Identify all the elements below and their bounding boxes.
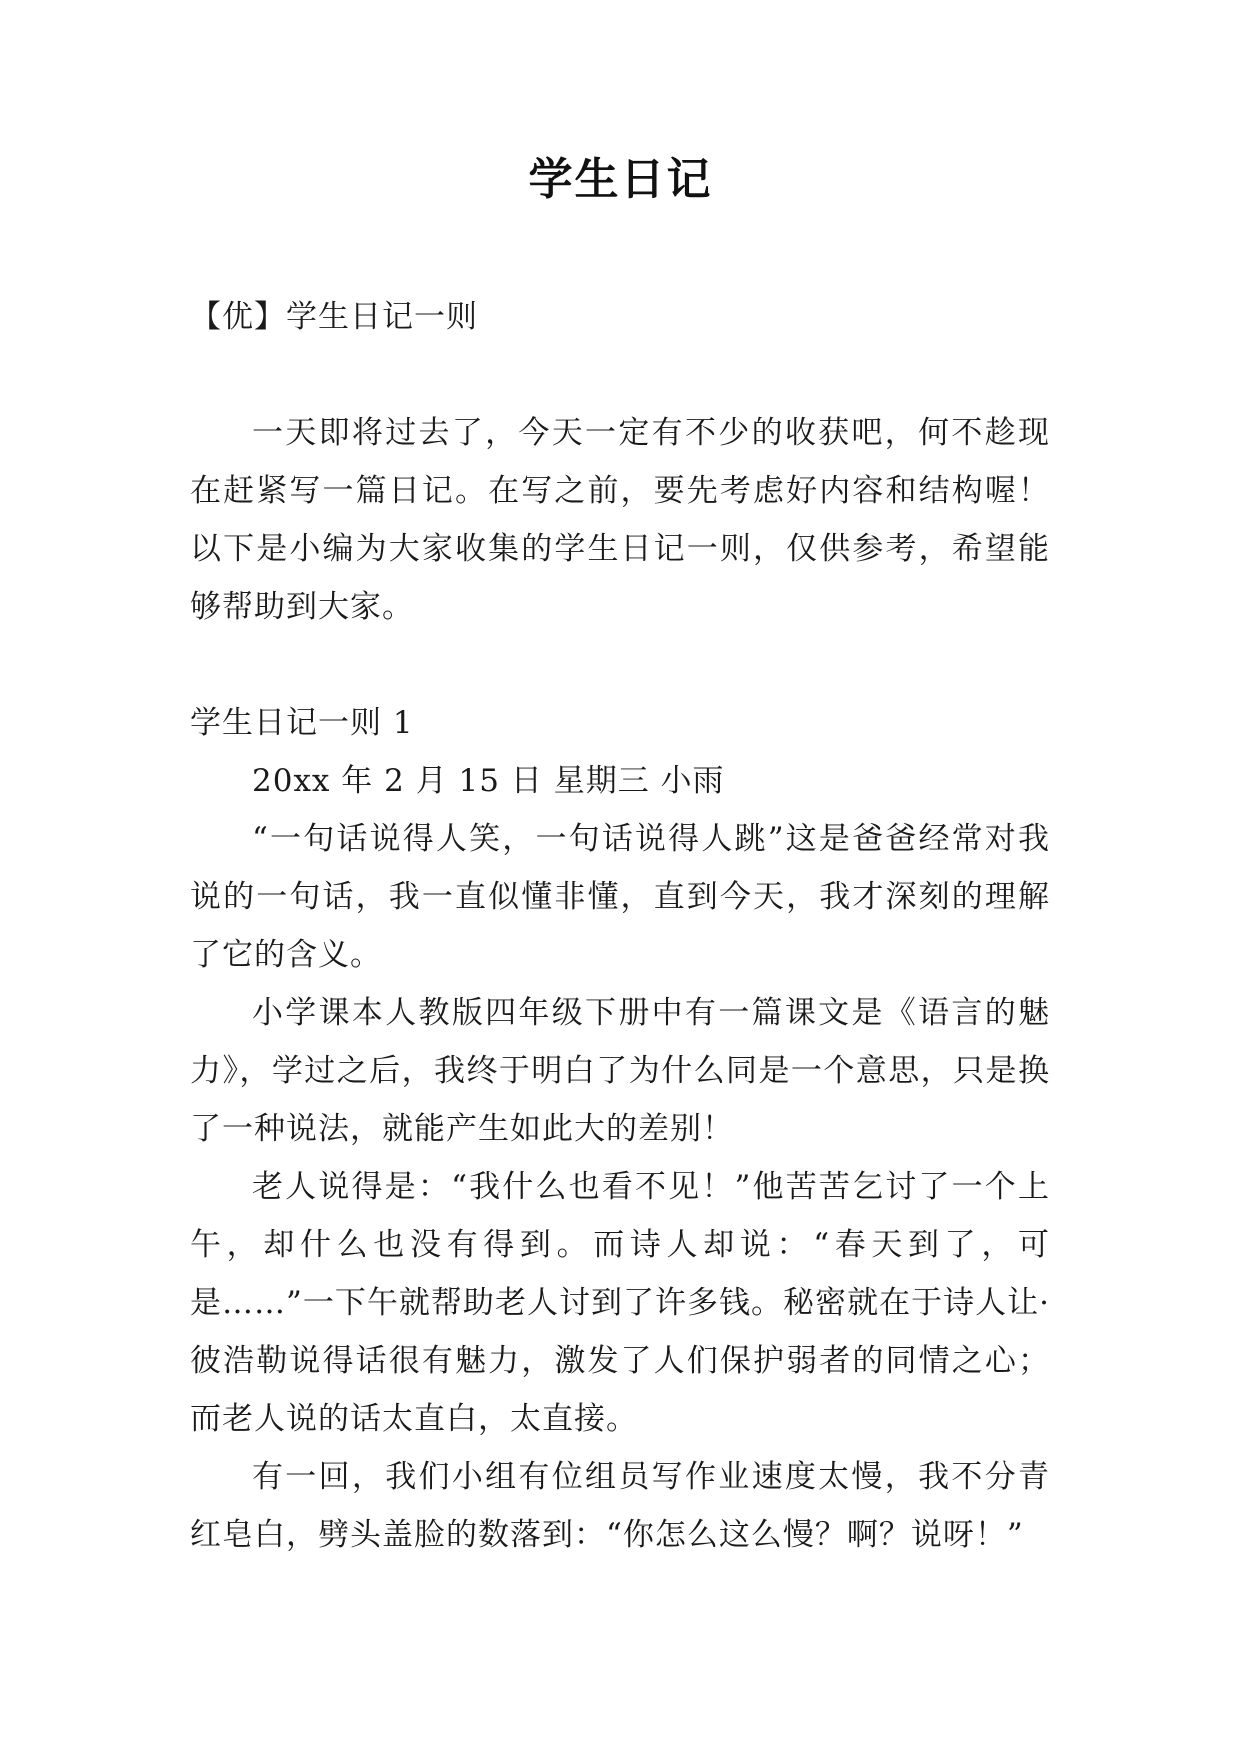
body-paragraph: 有一回，我们小组有位组员写作业速度太慢，我不分青红皂白，劈头盖脸的数落到：“你怎么这么慢？啊？说呀！” xyxy=(190,1459,1050,1553)
document-title: 学生日记 xyxy=(528,154,713,205)
body-paragraph: “一句话说得人笑，一句话说得人跳”这是爸爸经常对我说的一句话，我一直似懂非懂，直到今天，我才深刻的理解了它的含义。 xyxy=(190,821,1050,973)
intro-paragraph: 一天即将过去了，今天一定有不少的收获吧，何不趁现在赶紧写一篇日记。在写之前，要先考虑好内容和结构喔！以下是小编为大家收集的学生日记一则，仅供参考，希望能够帮助到大家。 xyxy=(190,415,1050,625)
section-heading: 学生日记一则 1 xyxy=(190,705,414,741)
body-paragraph: 小学课本人教版四年级下册中有一篇课文是《语言的魅力》，学过之后，我终于明白了为什么同是一个意思，只是换了一种说法，就能产生如此大的差别！ xyxy=(190,995,1050,1147)
body-paragraph: 老人说得是：“我什么也看不见！”他苦苦乞讨了一个上午，却什么也没有得到。而诗人却说：“春天到了，可是……”一下午就帮助老人讨到了许多钱。秘密就在于诗人让·彼浩勒说得话很有魅力，激发了人们保护弱者的同情之心；而老人说的话太直白，太直接。 xyxy=(190,1169,1050,1437)
diary-date-line: 20xx 年 2 月 15 日 星期三 小雨 xyxy=(252,763,725,799)
document-body xyxy=(190,288,1050,1564)
document-subtitle: 【优】学生日记一则 xyxy=(190,299,478,335)
